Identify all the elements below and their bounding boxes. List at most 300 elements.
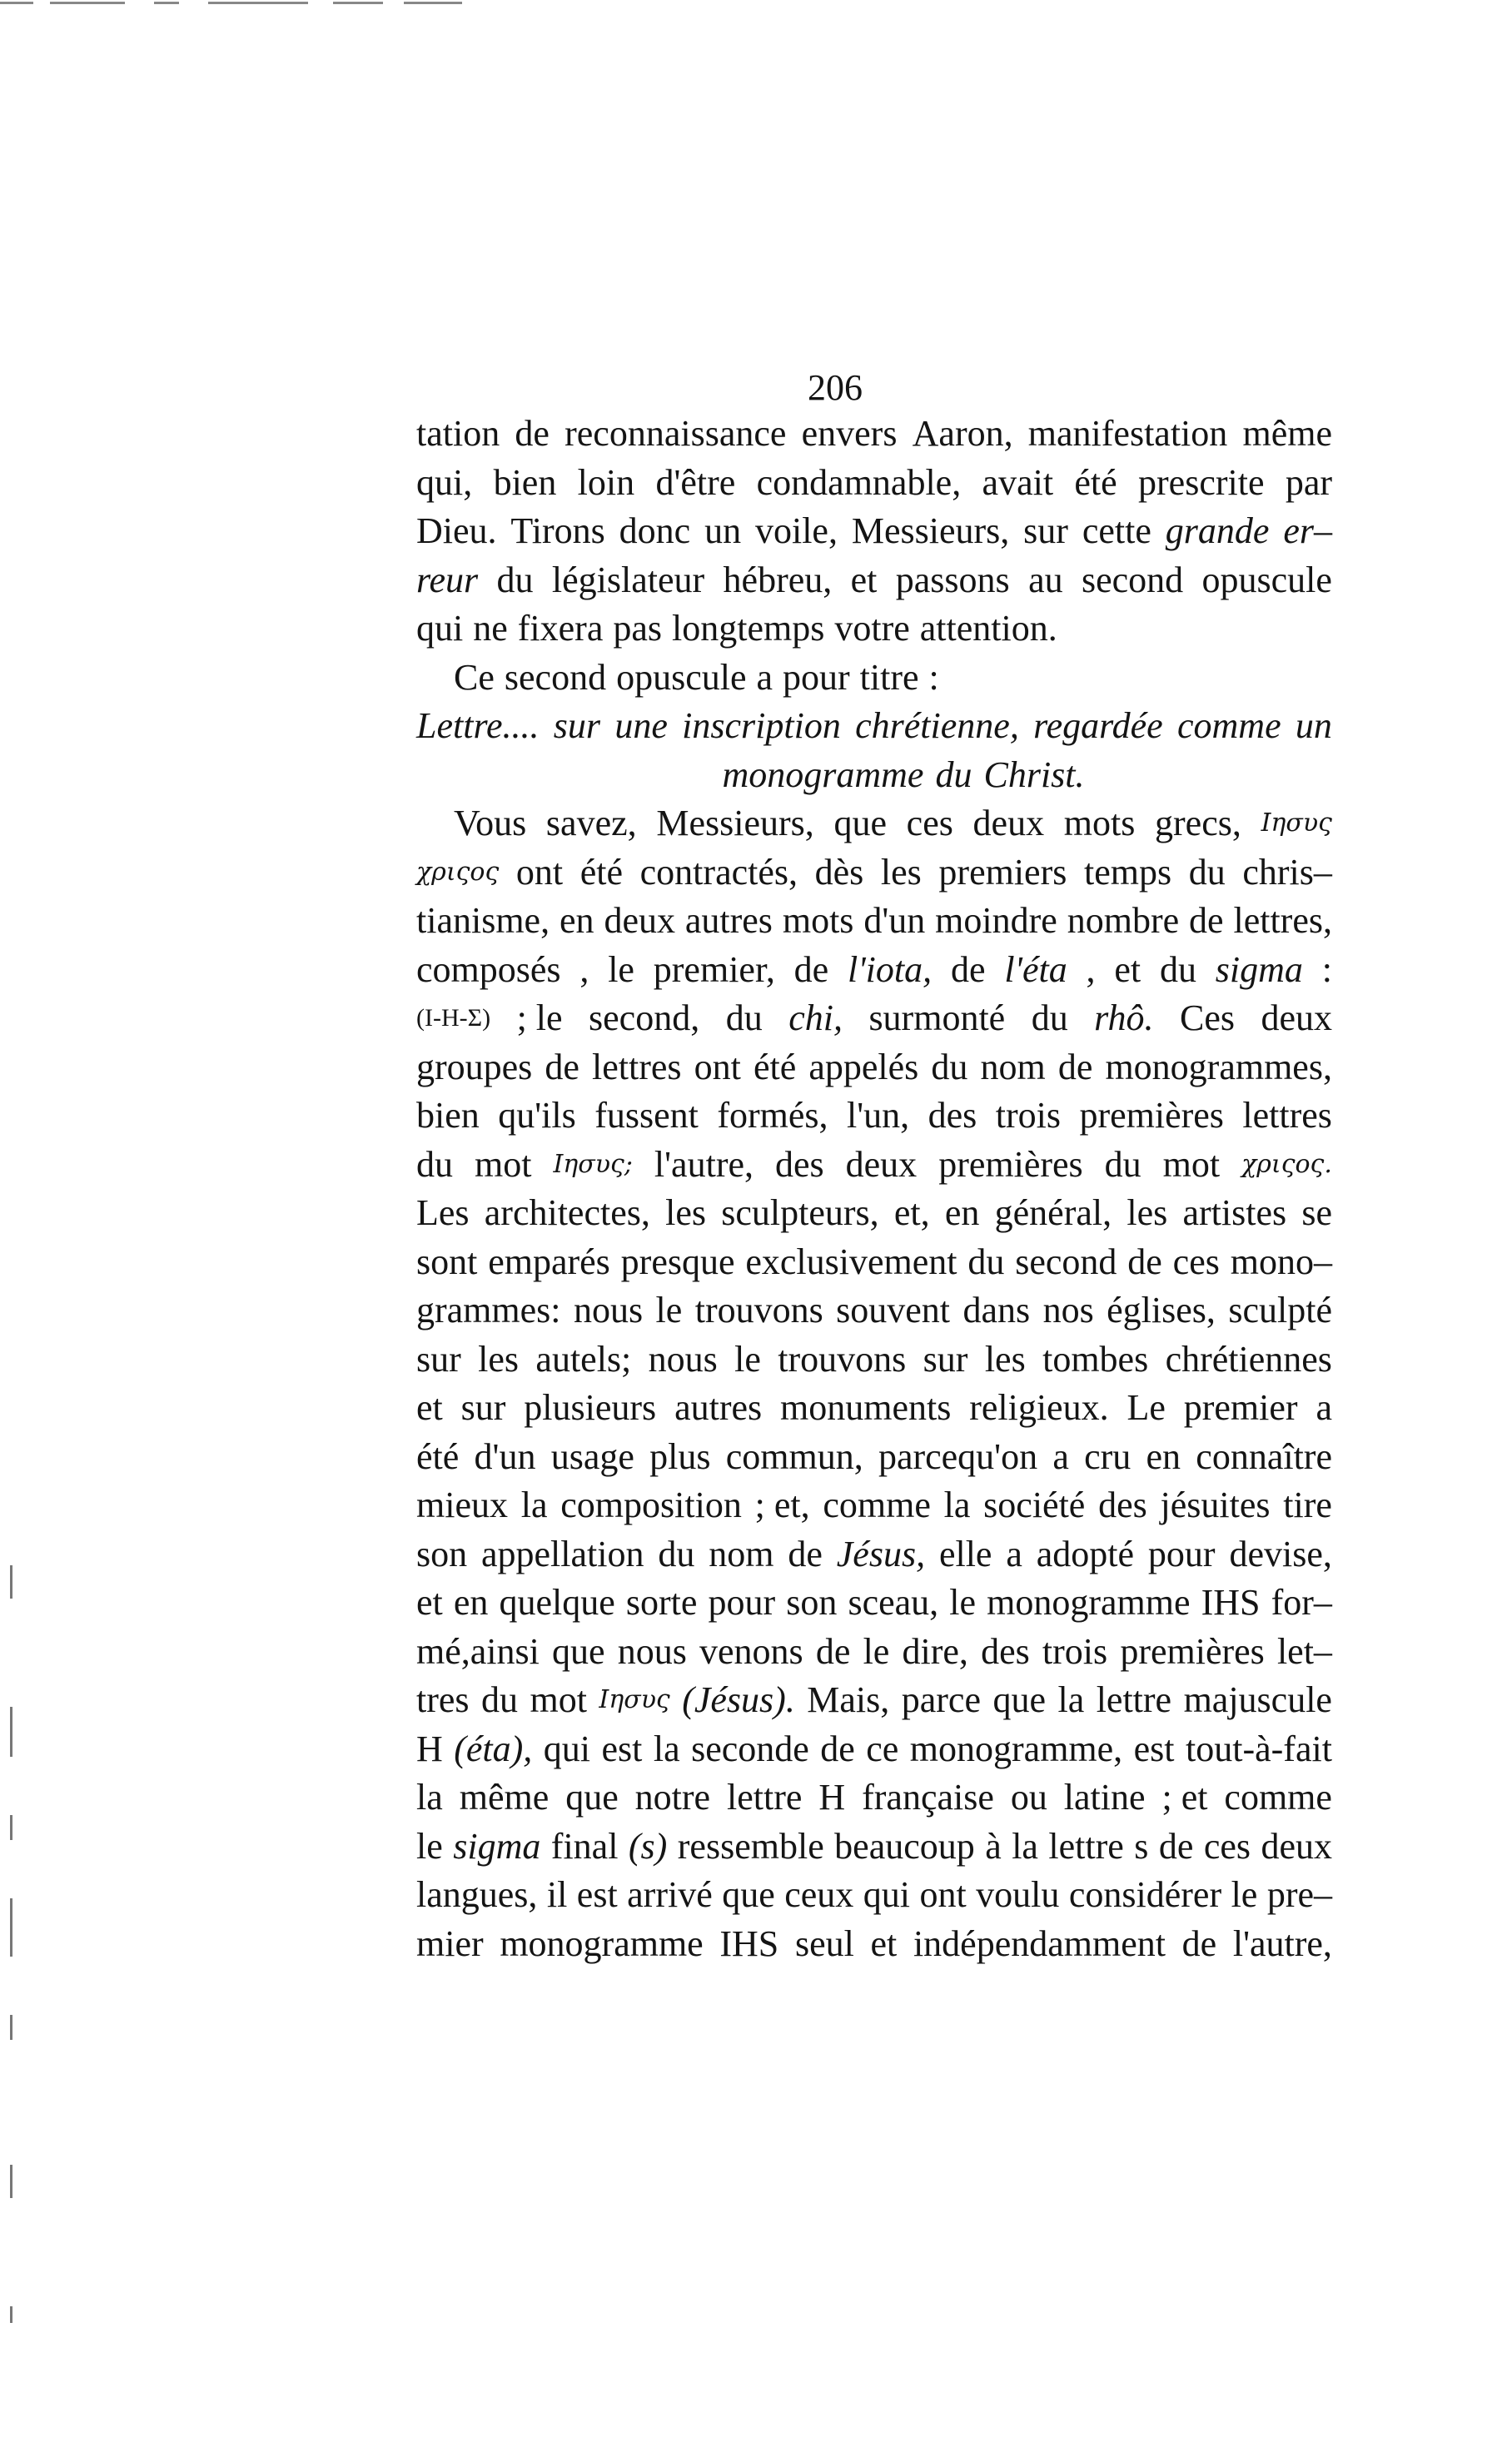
word: du [725, 997, 763, 1038]
word: for– [1271, 1582, 1332, 1623]
word: de [815, 1630, 851, 1672]
word: mot [1162, 1143, 1221, 1185]
word: sur [553, 705, 601, 746]
word: été [1074, 461, 1117, 503]
word: tombes [1042, 1338, 1149, 1380]
word: des [981, 1630, 1030, 1672]
word: sceau, [848, 1582, 939, 1623]
word: premiers [938, 851, 1067, 893]
word: H [416, 1728, 443, 1769]
word: chi, [788, 997, 843, 1038]
word: ont [694, 1046, 741, 1087]
text-line [416, 1773, 1332, 1823]
word: (s) [628, 1825, 668, 1867]
word: deux [1261, 997, 1332, 1038]
word: Ces [1179, 997, 1235, 1038]
word: considérer [1068, 1874, 1222, 1915]
word: (éta), [454, 1728, 533, 1769]
word: que [565, 1777, 619, 1818]
word: tation [416, 413, 500, 454]
word: Dieu. [416, 510, 497, 551]
word: des [928, 1095, 977, 1136]
word: a [1006, 1533, 1022, 1574]
word: Le [1127, 1387, 1166, 1428]
word: dans [962, 1290, 1031, 1330]
word: formés, [717, 1095, 828, 1136]
word: monogrammes, [1105, 1046, 1332, 1087]
word: majuscule [1183, 1679, 1332, 1720]
word: beaucoup [834, 1825, 975, 1867]
word: lettre [727, 1777, 803, 1818]
text-line [416, 507, 1332, 556]
word: lettres, [1233, 900, 1332, 941]
word: nos [1042, 1290, 1094, 1330]
word: tianisme, [416, 900, 550, 941]
word: exclusivement [745, 1241, 957, 1282]
word: les [1127, 1192, 1168, 1233]
word: autres [684, 900, 773, 941]
word: que [833, 803, 887, 843]
text-line [416, 1676, 1332, 1725]
word: usage [550, 1435, 634, 1477]
word: de [950, 948, 986, 990]
word: qui [416, 608, 464, 649]
word: latine [1063, 1777, 1146, 1818]
word: la [943, 1485, 971, 1525]
word: son [416, 1533, 468, 1574]
text-line [416, 848, 1332, 898]
text-line [416, 459, 1332, 508]
text-line [416, 897, 1332, 946]
word: a [1052, 1435, 1069, 1477]
word: les [478, 1338, 520, 1380]
word: composés [416, 948, 561, 990]
word: comme [1177, 705, 1281, 746]
word: se [1301, 1192, 1332, 1233]
word: Les [416, 1192, 470, 1233]
word: devise, [1229, 1533, 1332, 1574]
word: envers [801, 413, 898, 454]
word: jésuites [1160, 1485, 1271, 1525]
word: mier [416, 1922, 484, 1964]
word: grande [1165, 510, 1270, 551]
word: à [985, 1825, 1002, 1867]
text-line [416, 1433, 1332, 1482]
word: les [880, 851, 922, 893]
word: chrétiennes [1165, 1338, 1332, 1380]
word: l'autre, [654, 1143, 754, 1185]
scan-edge-mark [10, 2015, 12, 2040]
word: est [576, 1874, 618, 1915]
word: ces [1203, 1825, 1251, 1867]
text-line [416, 1335, 1332, 1385]
word: du [481, 1679, 518, 1720]
text-line [416, 1871, 1332, 1920]
word: la [1057, 1679, 1085, 1720]
text-line [416, 1823, 1332, 1872]
text-line [416, 1043, 1332, 1092]
word: sigma [1215, 948, 1303, 990]
word: plus [649, 1435, 711, 1477]
scan-edge-mark [10, 1565, 12, 1599]
word: savez, [545, 803, 637, 843]
word: et [850, 559, 878, 600]
text-line [416, 604, 1332, 654]
word: dire, [902, 1630, 968, 1672]
word: religieux. [969, 1387, 1109, 1428]
word: sur [460, 1387, 506, 1428]
word: même [1242, 413, 1332, 454]
word: de [1057, 1046, 1093, 1087]
word: ceux [784, 1874, 854, 1915]
word: des [1098, 1485, 1147, 1525]
word: deux [604, 900, 675, 941]
word: cette [1082, 510, 1151, 551]
word: même [459, 1777, 550, 1818]
word: second, [589, 997, 700, 1038]
word: hébreu, [723, 559, 833, 600]
body-text [416, 410, 1332, 1968]
word: la [1012, 1825, 1038, 1867]
page-number: 206 [808, 367, 863, 408]
word: il [546, 1874, 568, 1915]
word: sur [1023, 510, 1068, 551]
word: son [786, 1582, 838, 1623]
word: le [608, 948, 634, 990]
word: voile, [754, 510, 838, 551]
word: de [820, 1728, 855, 1769]
word: nom [980, 1046, 1046, 1087]
word: dès [814, 851, 864, 893]
scan-mark [404, 2, 462, 4]
word: surmonté [868, 997, 1006, 1038]
scan-edge-mark [10, 2165, 12, 2198]
word: cru [1084, 1435, 1132, 1477]
word: manifestation [1027, 413, 1228, 454]
word: χριςος [416, 857, 500, 887]
text-line [416, 410, 1332, 459]
word: Vous [454, 803, 527, 843]
word: Tirons [510, 510, 605, 551]
word: de [1158, 1825, 1194, 1867]
word: mot [475, 1143, 532, 1185]
word: Lettre.... [416, 705, 540, 746]
word: mieux [416, 1485, 508, 1525]
word: qui [543, 1728, 591, 1769]
word: temps [1083, 851, 1172, 893]
word: nom [709, 1533, 774, 1574]
word: (Jésus). [682, 1679, 795, 1720]
word: mot [530, 1679, 587, 1720]
word: titre [859, 656, 919, 698]
word: l'éta [1004, 948, 1067, 990]
word: a [1316, 1387, 1332, 1428]
word: du [967, 1241, 1005, 1282]
word: : [1321, 948, 1332, 990]
word: été [753, 1046, 797, 1087]
word: seul [794, 1922, 854, 1964]
word: le [949, 1582, 977, 1623]
word: fussent [594, 1095, 699, 1136]
text-line [416, 1628, 1332, 1677]
word: pre– [1266, 1874, 1332, 1915]
scan-mark [50, 2, 125, 4]
word: IHS [719, 1922, 779, 1964]
scan-edge-mark [10, 2306, 12, 2323]
word: (Ι-Η-Σ) [416, 1004, 491, 1032]
word: sigma [453, 1825, 541, 1867]
word: en [1146, 1435, 1181, 1477]
word: ces [906, 803, 953, 843]
word: IHS [1201, 1582, 1261, 1623]
word: artistes [1182, 1192, 1287, 1233]
word: lettre [1048, 1825, 1124, 1867]
word: langues, [416, 1874, 538, 1915]
word: lettres [1242, 1095, 1332, 1136]
word: du [1188, 851, 1226, 893]
word: nous [573, 1290, 644, 1330]
word: seconde [691, 1728, 809, 1769]
word: été [416, 1435, 460, 1477]
word: final [550, 1825, 619, 1867]
word: et [870, 1922, 898, 1964]
word: trouvons [778, 1338, 907, 1380]
word: sur [923, 1338, 968, 1380]
word: le [863, 1630, 890, 1672]
word: grecs, [1155, 803, 1241, 843]
word: de [1189, 900, 1224, 941]
word: autres [674, 1387, 763, 1428]
word: ; le [516, 997, 563, 1038]
word: opuscule [616, 656, 747, 698]
word: premier, [653, 948, 775, 990]
word: du [658, 1533, 695, 1574]
scan-edge-mark [10, 1707, 12, 1757]
word: premières [1120, 1630, 1265, 1672]
word: de [1181, 1922, 1217, 1964]
word: du [1159, 948, 1196, 990]
word: mono– [1230, 1241, 1332, 1282]
word: la [416, 1777, 443, 1818]
word: longtemps [672, 608, 825, 649]
word: inscription [682, 705, 841, 746]
word: autels; [535, 1338, 632, 1380]
word: second [1081, 559, 1184, 600]
word: société [983, 1485, 1086, 1525]
word: presque [620, 1241, 735, 1282]
word: H [818, 1777, 846, 1818]
word: appellation [481, 1533, 644, 1574]
word: été [579, 851, 624, 893]
word: sont [416, 1241, 478, 1282]
word: ; et, [754, 1485, 810, 1525]
word: deux [1261, 1825, 1332, 1867]
word: elle [938, 1533, 992, 1574]
word: Messieurs, [656, 803, 814, 843]
word: de [515, 413, 550, 454]
word: sur [416, 1338, 461, 1380]
scan-mark [0, 2, 33, 4]
word: er– [1283, 510, 1332, 551]
word: s [1134, 1825, 1149, 1867]
word: de [788, 1533, 823, 1574]
text-line [416, 1530, 1332, 1579]
word: le [416, 1825, 443, 1867]
word: bien [493, 461, 557, 503]
word: des [775, 1143, 824, 1185]
word: groupes [416, 1046, 533, 1087]
scan-mark [154, 2, 179, 4]
word: général, [994, 1192, 1112, 1233]
word: ce [866, 1728, 899, 1769]
word: Ιησυς; [553, 1149, 633, 1179]
word: : [928, 656, 939, 698]
text-line [416, 1920, 1332, 1969]
word: passons [895, 559, 1010, 600]
word: deux [845, 1143, 918, 1185]
word: , [1086, 948, 1096, 990]
text-line [416, 556, 1332, 605]
word: comme [1224, 1777, 1332, 1818]
word: sculpteurs, [721, 1192, 879, 1233]
word: contractés, [639, 851, 798, 893]
word: d'être [655, 461, 736, 503]
word: et [416, 1582, 443, 1623]
word: let– [1276, 1630, 1332, 1672]
word: pas [613, 608, 663, 649]
word: de [1127, 1241, 1162, 1282]
word: trouvons [694, 1290, 823, 1330]
word: quelque [499, 1582, 615, 1623]
word: est [1133, 1728, 1175, 1769]
word: comme [823, 1485, 931, 1525]
text-line [416, 1725, 1332, 1774]
word: nous [648, 1338, 718, 1380]
word: qui [863, 1874, 910, 1915]
word: le [1231, 1874, 1258, 1915]
text-line [416, 1286, 1332, 1335]
word: pour [708, 1582, 776, 1623]
text-line [416, 1189, 1332, 1238]
word: lettres [592, 1046, 682, 1087]
scan-mark [333, 2, 383, 4]
text-line [416, 1238, 1332, 1287]
word: une [614, 705, 668, 746]
word: Christ. [983, 754, 1085, 795]
word: Ιησυς [599, 1685, 670, 1714]
word: et [1114, 948, 1141, 990]
word: le [655, 1290, 683, 1330]
word: deux [972, 803, 1045, 843]
word: législateur [551, 559, 705, 600]
word: les [665, 1192, 706, 1233]
word: Mais, [807, 1679, 890, 1720]
word: architectes, [484, 1192, 650, 1233]
word: tire [1283, 1485, 1332, 1525]
word: en [453, 1582, 489, 1623]
text-line [416, 654, 1332, 703]
word: reconnaissance [565, 413, 787, 454]
word: venons [699, 1630, 803, 1672]
word: avait [982, 461, 1054, 503]
word: que [552, 1630, 605, 1672]
word: connaître [1196, 1435, 1332, 1477]
word: monogramme [500, 1922, 704, 1964]
word: l'iota, [848, 948, 933, 990]
word: un [1295, 705, 1332, 746]
word: a [756, 656, 773, 698]
word: fixera [517, 608, 604, 649]
text-line [416, 1481, 1332, 1530]
text-line [416, 994, 1332, 1043]
word: ont [919, 1874, 967, 1915]
word: trois [1042, 1630, 1108, 1672]
text-line [416, 702, 1332, 751]
word: appelés [808, 1046, 919, 1087]
word: trois [995, 1095, 1061, 1136]
word: mots [782, 900, 854, 941]
scan-edge-mark [10, 1898, 12, 1957]
text-line [416, 1141, 1332, 1190]
word: chrétienne, [855, 705, 1019, 746]
word: commun, [725, 1435, 863, 1477]
word: moindre [935, 900, 1057, 941]
word: Aaron, [912, 413, 1013, 454]
word: nous [617, 1630, 687, 1672]
word: ressemble [677, 1825, 824, 1867]
word: sorte [625, 1582, 698, 1623]
word: l'autre, [1232, 1922, 1332, 1964]
text-line [416, 1384, 1332, 1433]
word: opuscule [1201, 559, 1332, 600]
word: qui, [416, 461, 473, 503]
word: qu'ils [498, 1095, 576, 1136]
word: par [1285, 461, 1332, 503]
word: lettre [1096, 1679, 1172, 1720]
word: de [545, 1046, 579, 1087]
word: loin [577, 461, 635, 503]
word: premières [1079, 1095, 1224, 1136]
word: pour [783, 656, 850, 698]
word: un [704, 510, 742, 551]
word: au [1028, 559, 1063, 600]
word: reur [416, 559, 479, 600]
word: regardée [1033, 705, 1163, 746]
word: Messieurs, [851, 510, 1010, 551]
word: la [520, 1485, 548, 1525]
word: et [416, 1387, 443, 1428]
word: le [734, 1338, 761, 1380]
word: du [1104, 1143, 1141, 1185]
word: la [653, 1728, 680, 1769]
scan-edge-mark [10, 1815, 12, 1840]
word: que [992, 1679, 1046, 1720]
word: de [793, 948, 829, 990]
word: composition [560, 1485, 742, 1525]
word: ou [1010, 1777, 1047, 1818]
word: nombre [1067, 900, 1180, 941]
word: parce [901, 1679, 981, 1720]
text-line [416, 1579, 1332, 1628]
text-line [416, 1092, 1332, 1141]
text-line [416, 946, 1332, 995]
word: que [722, 1874, 775, 1915]
word: indépendamment [913, 1922, 1166, 1964]
word: est [601, 1728, 643, 1769]
text-line [416, 799, 1332, 848]
word: souvent [836, 1290, 951, 1330]
word: églises, [1107, 1290, 1216, 1330]
